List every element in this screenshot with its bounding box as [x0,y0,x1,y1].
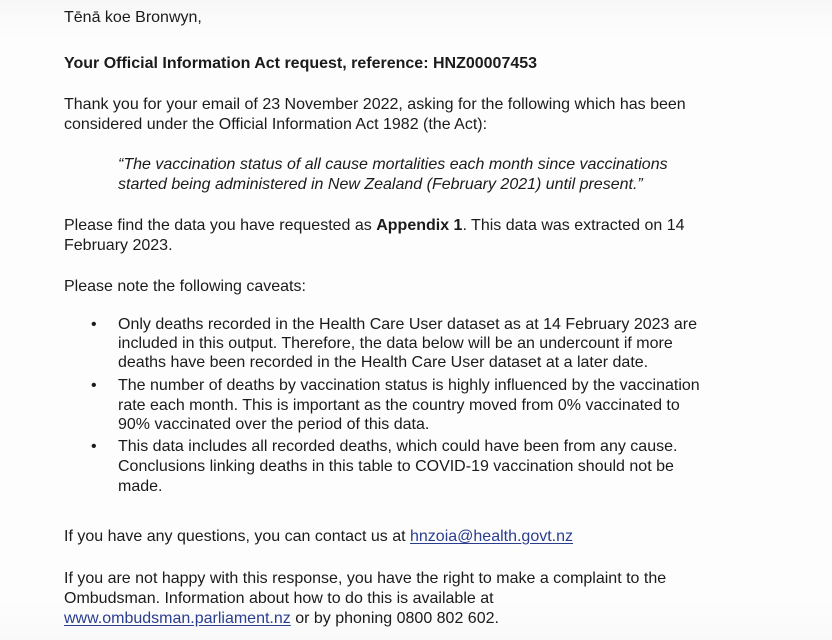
complaint-line-2: Ombudsman. Information about how to do this is available at [64,590,494,607]
complaint-phone-text: or by phoning 0800 802 602. [290,610,499,627]
bullet-2-line-2: rate each month. This is important as the country moved from 0% vaccinated to [118,397,680,414]
quote-line-1: “The vaccination status of all cause mortalities each month since vaccinations [118,156,668,173]
contact-email-link[interactable]: hnzoia@health.govt.nz [410,528,574,545]
bullet-3-line-3: made. [118,478,163,495]
bullet-2-line-1: The number of deaths by vaccination status is highly influenced by the vaccination [118,377,700,394]
bullet-1-line-2: included in this output. Therefore, the data below will be an undercount if more [118,335,673,352]
bullet-dot: • [91,316,97,333]
data-paragraph-line-2: February 2023. [64,237,173,254]
data-paragraph-post: . This data was extracted on 14 [462,217,685,234]
bullet-2-line-3: 90% vaccinated over the period of this data. [118,416,430,433]
complaint-line-3 [64,609,499,629]
data-paragraph-pre: Please find the data you have requested as [64,217,377,234]
letter-heading: Your Official Information Act request, reference: HNZ00007453 [64,55,538,72]
complaint-line-1: If you are not happy with this response, you have the right to make a complaint to the [64,570,667,587]
contact-line [64,527,573,547]
bullet-3-line-2: Conclusions linking deaths in this table to COVID-19 vaccination should not be [118,458,674,475]
bullet-3-line-1: This data includes all recorded deaths, which could have been from any cause. [118,438,678,455]
caveats-intro: Please note the following caveats: [64,278,306,295]
intro-line-2: considered under the Official Information Act 1982 (the Act): [64,116,488,133]
data-paragraph-line-1 [64,216,685,236]
bullet-1-line-3: deaths have been recorded in the Health Care User dataset at a later date. [118,354,649,371]
bullet-dot: • [91,377,97,394]
salutation: Tēnā koe Bronwyn, [64,9,202,26]
appendix-reference: Appendix 1 [376,217,463,234]
bullet-1-line-1: Only deaths recorded in the Health Care User dataset as at 14 February 2023 are [118,316,697,333]
quote-line-2: started being administered in New Zealand (February 2021) until present.” [118,176,643,193]
bullet-dot: • [91,438,97,455]
ombudsman-website-link[interactable]: www.ombudsman.parliament.nz [64,610,291,627]
intro-line-1: Thank you for your email of 23 November 2022, asking for the following which has been [64,96,686,113]
contact-text: If you have any questions, you can contact us at [64,528,410,545]
